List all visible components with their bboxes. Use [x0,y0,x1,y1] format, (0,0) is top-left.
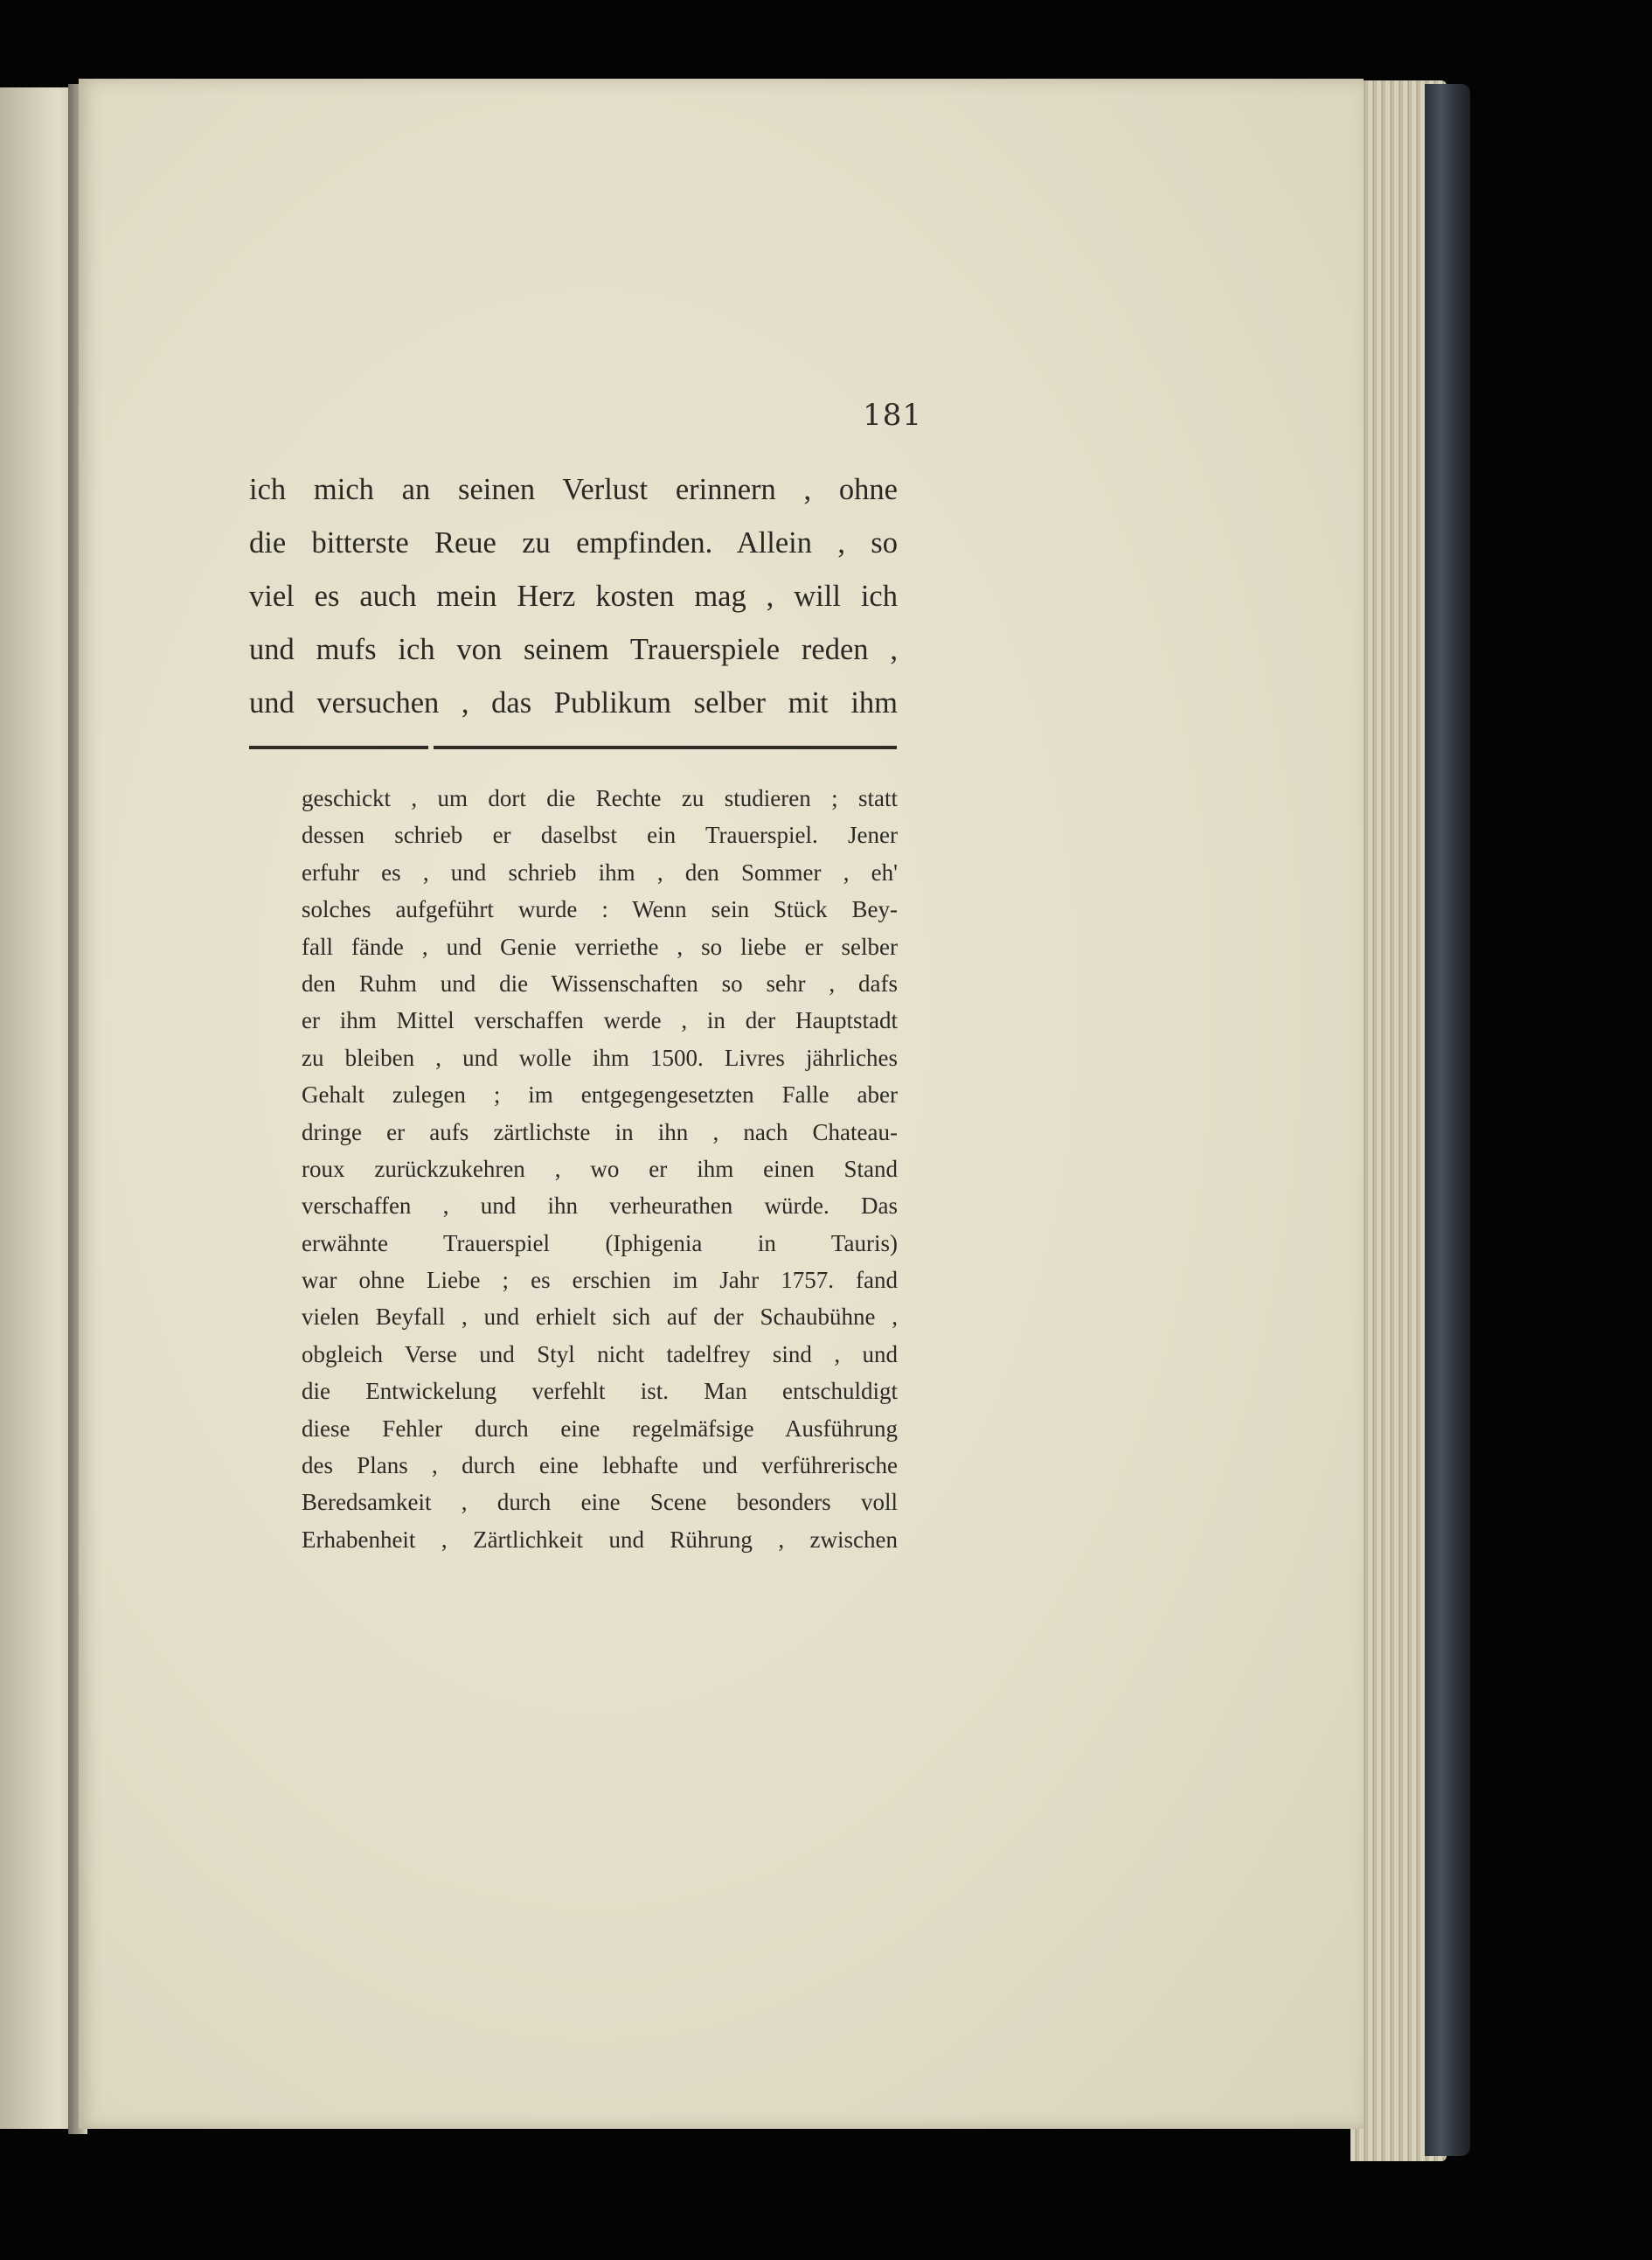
footnote-line: roux zurückzukehren , wo er ihm einen Stand [302,1155,898,1182]
footnote-line: die Entwickelung verfehlt ist. Man entschuldigt [302,1378,898,1405]
footnote-line: dessen schrieb er daselbst ein Trauerspiel. Jener [302,822,898,849]
footnote-rule-short [249,746,428,749]
footnote-line: Beredsamkeit , durch eine Scene besonders voll [302,1489,898,1516]
footnote-line: erfuhr es , und schrieb ihm , den Sommer , eh' [302,859,898,886]
main-text-line: und versuchen , das Publikum selber mit ihm [249,686,898,720]
footnote [302,780,898,1558]
footnote-line: des Plans , durch eine lebhafte und verführerische [302,1452,898,1479]
main-text-line: ich mich an seinen Verlust erinnern , ohne [249,473,898,506]
footnote-line: verschaffen , und ihn verheurathen würde. Das [302,1193,898,1220]
footnote-line: vielen Beyfall , und erhielt sich auf der Schaubühne , [302,1304,898,1331]
main-text-line: viel es auch mein Herz kosten mag , will ich [249,580,898,613]
footnote-line: geschickt , um dort die Rechte zu studieren ; statt [302,785,898,811]
footnote-line: fall fände , und Genie verriethe , so liebe er selber [302,933,898,960]
footnote-line: er ihm Mittel verschaffen werde , in der Hauptstadt [302,1007,898,1034]
footnote-line: den Ruhm und die Wissenschaften so sehr , dafs [302,970,898,997]
footnote-line: Gehalt zulegen ; im entgegengesetzten Falle aber [302,1081,898,1109]
main-text-line: die bitterste Reue zu empfinden. Allein , so [249,526,898,560]
footnote-line: erwähnte Trauerspiel (Iphigenia in Tauris) [302,1229,898,1256]
footnote-line: Erhabenheit , Zärtlichkeit und Rührung , zwischen [302,1526,898,1553]
facing-page-edge [0,87,76,2129]
footnote-line: obgleich Verse und Styl nicht tadelfrey sind , und [302,1340,898,1367]
footnote-line: dringe er aufs zärtlichste in ihn , nach Chateau- [302,1118,898,1145]
footnote-line: solches aufgeführt wurde : Wenn sein Stück Bey- [302,896,898,923]
footnote-line: war ohne Liebe ; es erschien im Jahr 1757. fand [302,1267,898,1294]
footnote-line: zu bleiben , und wolle ihm 1500. Livres jährliches [302,1044,898,1071]
book-cover-edge [1425,84,1470,2156]
footnote-rule-long [434,746,897,749]
footnote-line: diese Fehler durch eine regelmäfsige Ausführung [302,1415,898,1442]
main-text [249,463,898,730]
main-text-line: und mufs ich von seinem Trauerspiele reden , [249,633,898,666]
page-number: 181 [863,398,922,433]
